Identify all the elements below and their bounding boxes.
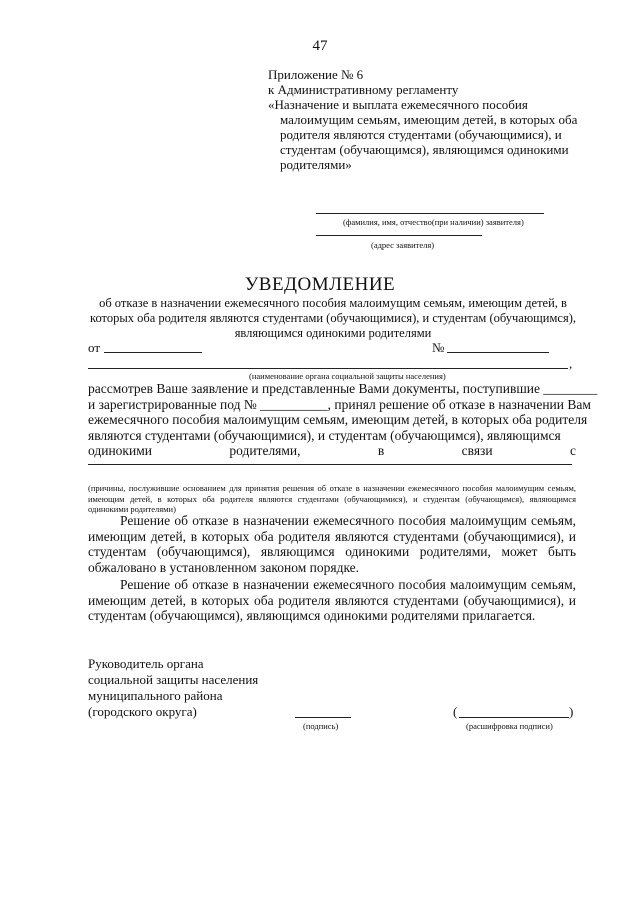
organ-caption: (наименование органа социальной защиты населения)	[249, 371, 446, 381]
appendix-line: «Назначение и выплата ежемесячного пособия	[268, 97, 528, 112]
notice-title: УВЕДОМЛЕНИЕ	[244, 274, 396, 295]
body-word: родителями,	[229, 443, 301, 458]
subtitle-line: которых оба родителя являются студентами (обучающимися), и студентам (обучающимся),	[90, 311, 576, 325]
body-line: являются студентами (обучающимися), и студентам (обучающимся), являющимся	[88, 427, 561, 443]
open-paren: (	[453, 704, 458, 719]
appendix-header	[268, 67, 578, 172]
reasons-caption: (причины, послужившие основанием для принятия решения об отказе в назначении ежемесячного пособия малоимущим семьям, имеющим детей, в которых оба родителя являются студентами (обучающимися), и студентам (обучающимся), являющимся одинокими родителями)	[88, 483, 576, 514]
organ-line[interactable]	[88, 368, 568, 369]
subtitle-line: являющимся одинокими родителями	[234, 326, 432, 340]
paragraph-text: Решение об отказе в назначении ежемесячного пособия малоимущим семьям, имеющим детей, в которых оба родителя являются студентами (обучающимися), и студентам (обучающимся), являющимся одинокими родителями, может быть обжаловано в установленном законом порядке.	[88, 513, 576, 575]
appendix-line: студентам (обучающимся), являющимся одинокими	[280, 142, 569, 157]
decode-caption: (расшифровка подписи)	[466, 721, 553, 731]
body-word: с	[569, 443, 576, 458]
signature-line: социальной защиты населения	[88, 672, 259, 687]
body-line: ежемесячного пособия малоимущим семьям, имеющим детей, в которых оба родителя	[88, 412, 588, 427]
paragraph-text: Решение об отказе в назначении ежемесячного пособия малоимущим семьям, имеющим детей, в которых оба родителя являются студентами (обучающимися), и студентам (обучающимся), являющимся одинокими родителями прилагается.	[88, 577, 576, 623]
appeal-paragraph	[88, 513, 576, 575]
body-word: связи	[461, 443, 493, 458]
body-word: в	[377, 443, 385, 458]
signature-caption: (подпись)	[303, 721, 339, 731]
page-number: 47	[312, 38, 328, 54]
appendix-line: малоимущим семьям, имеющим детей, в которых оба	[280, 112, 578, 127]
body-word: одинокими	[88, 443, 152, 458]
applicant-name-caption: (фамилия, имя, отчество(при наличии) заявителя)	[343, 217, 524, 227]
signature-line: (городского округа)	[88, 704, 197, 719]
body-line: рассмотрев Ваше заявление и представленные Вами документы, поступившие ________	[88, 381, 598, 396]
applicant-address-line[interactable]	[316, 235, 482, 236]
appendix-line: родителями»	[280, 157, 352, 172]
from-label: от	[88, 340, 101, 355]
body-line: и зарегистрированные под № __________, принял решение об отказе в назначении Вам	[88, 396, 591, 412]
signature-decode-field[interactable]	[459, 717, 569, 718]
signature-field[interactable]	[295, 717, 351, 718]
body-line-spread	[88, 443, 576, 459]
appendix-line: к Административному регламенту	[268, 82, 459, 97]
applicant-address-caption: (адрес заявителя)	[371, 240, 435, 250]
close-paren: )	[569, 704, 574, 719]
number-label: №	[432, 340, 445, 355]
notice-body	[88, 381, 598, 459]
signature-block	[88, 656, 258, 720]
subtitle-line: об отказе в назначении ежемесячного пособия малоимущим семьям, имеющим детей, в	[99, 296, 567, 310]
appendix-line: родителя являются студентами (обучающимися), и	[280, 127, 562, 142]
applicant-name-line[interactable]	[316, 213, 544, 214]
date-field[interactable]	[104, 352, 202, 353]
attachment-paragraph	[88, 577, 576, 624]
signature-line: Руководитель органа	[88, 656, 204, 671]
notice-subtitle	[88, 296, 578, 341]
number-field[interactable]	[447, 352, 549, 353]
signature-line: муниципального района	[88, 688, 223, 703]
organ-line-comma: ,	[569, 356, 573, 371]
appendix-line: Приложение № 6	[268, 67, 364, 82]
reasons-line[interactable]	[88, 464, 572, 465]
